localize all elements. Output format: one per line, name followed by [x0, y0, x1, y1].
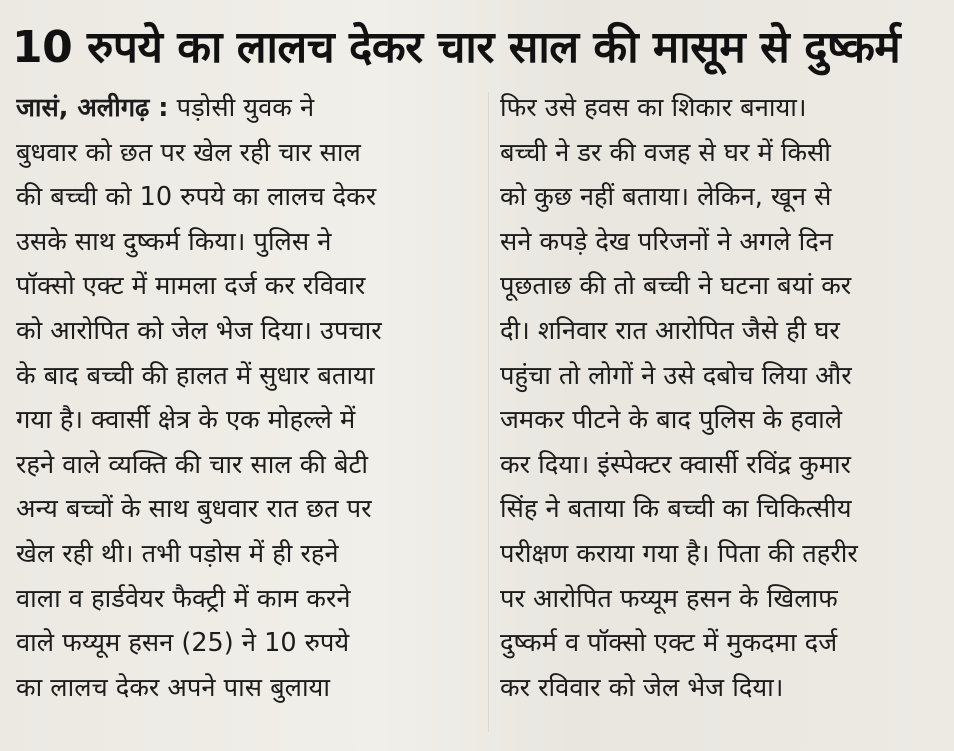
article-line: की बच्ची को 10 रुपये का लालच देकर: [16, 182, 377, 213]
article-line: गया है। क्वार्सी क्षेत्र के एक मोहल्ले में: [16, 405, 356, 436]
article-line: पहुंचा तो लोगों ने उसे दबोच लिया और: [500, 360, 852, 391]
article-line: को आरोपित को जेल भेज दिया। उपचार: [16, 315, 382, 346]
article-line: का लालच देकर अपने पास बुलाया: [16, 672, 330, 703]
article-line: [16, 86, 471, 131]
column-divider: [488, 92, 489, 732]
article-line: को कुछ नहीं बताया। लेकिन, खून से: [500, 182, 832, 213]
article-line: पूछताछ की तो बच्ची ने घटना बयां कर: [500, 271, 852, 302]
article-line: वाले फय्यूम हसन (25) ने 10 रुपये: [16, 628, 350, 659]
article-line: दी। शनिवार रात आरोपित जैसे ही घर: [500, 315, 840, 346]
article-line: पॉक्सो एक्ट में मामला दर्ज कर रविवार: [16, 271, 366, 302]
article-line: कर रविवार को जेल भेज दिया।: [500, 672, 784, 703]
headline: 10 रुपये का लालच देकर चार साल की मासूम से दुष्कर्म: [12, 22, 901, 73]
article-line: खेल रही थी। तभी पड़ोस में ही रहने: [16, 538, 339, 569]
article-line: कर दिया। इंस्पेक्टर क्वार्सी रविंद्र कुमार: [500, 449, 851, 480]
article-line: अन्य बच्चों के साथ बुधवार रात छत पर: [16, 494, 372, 525]
article-line: सने कपड़े देख परिजनों ने अगले दिन: [500, 226, 833, 257]
article-line: के बाद बच्ची की हालत में सुधार बताया: [16, 360, 375, 391]
article-text: पड़ोसी युवक ने: [176, 93, 315, 123]
article-line: फिर उसे हवस का शिकार बनाया।: [500, 93, 807, 123]
article-line: वाला व हार्डवेयर फैक्ट्री में काम करने: [16, 583, 351, 614]
article-line: उसके साथ दुष्कर्म किया। पुलिस ने: [16, 226, 332, 257]
article-line: बच्ची ने डर की वजह से घर में किसी: [500, 137, 831, 168]
dateline: जासं, अलीगढ़ :: [16, 93, 169, 123]
article-line: जमकर पीटने के बाद पुलिस के हवाले: [500, 405, 843, 436]
article-line: दुष्कर्म व पॉक्सो एक्ट में मुकदमा दर्ज: [500, 628, 838, 659]
article-line: पर आरोपित फय्यूम हसन के खिलाफ: [500, 583, 838, 614]
article-line: रहने वाले व्यक्ति की चार साल की बेटी: [16, 449, 369, 480]
article-line: परीक्षण कराया गया है। पिता की तहरीर: [500, 538, 858, 569]
article-line: बुधवार को छत पर खेल रही चार साल: [16, 137, 361, 168]
article-line: सिंह ने बताया कि बच्ची का चिकित्सीय: [500, 494, 852, 525]
article-right-column: [500, 86, 945, 710]
article-left-column: [16, 86, 471, 710]
